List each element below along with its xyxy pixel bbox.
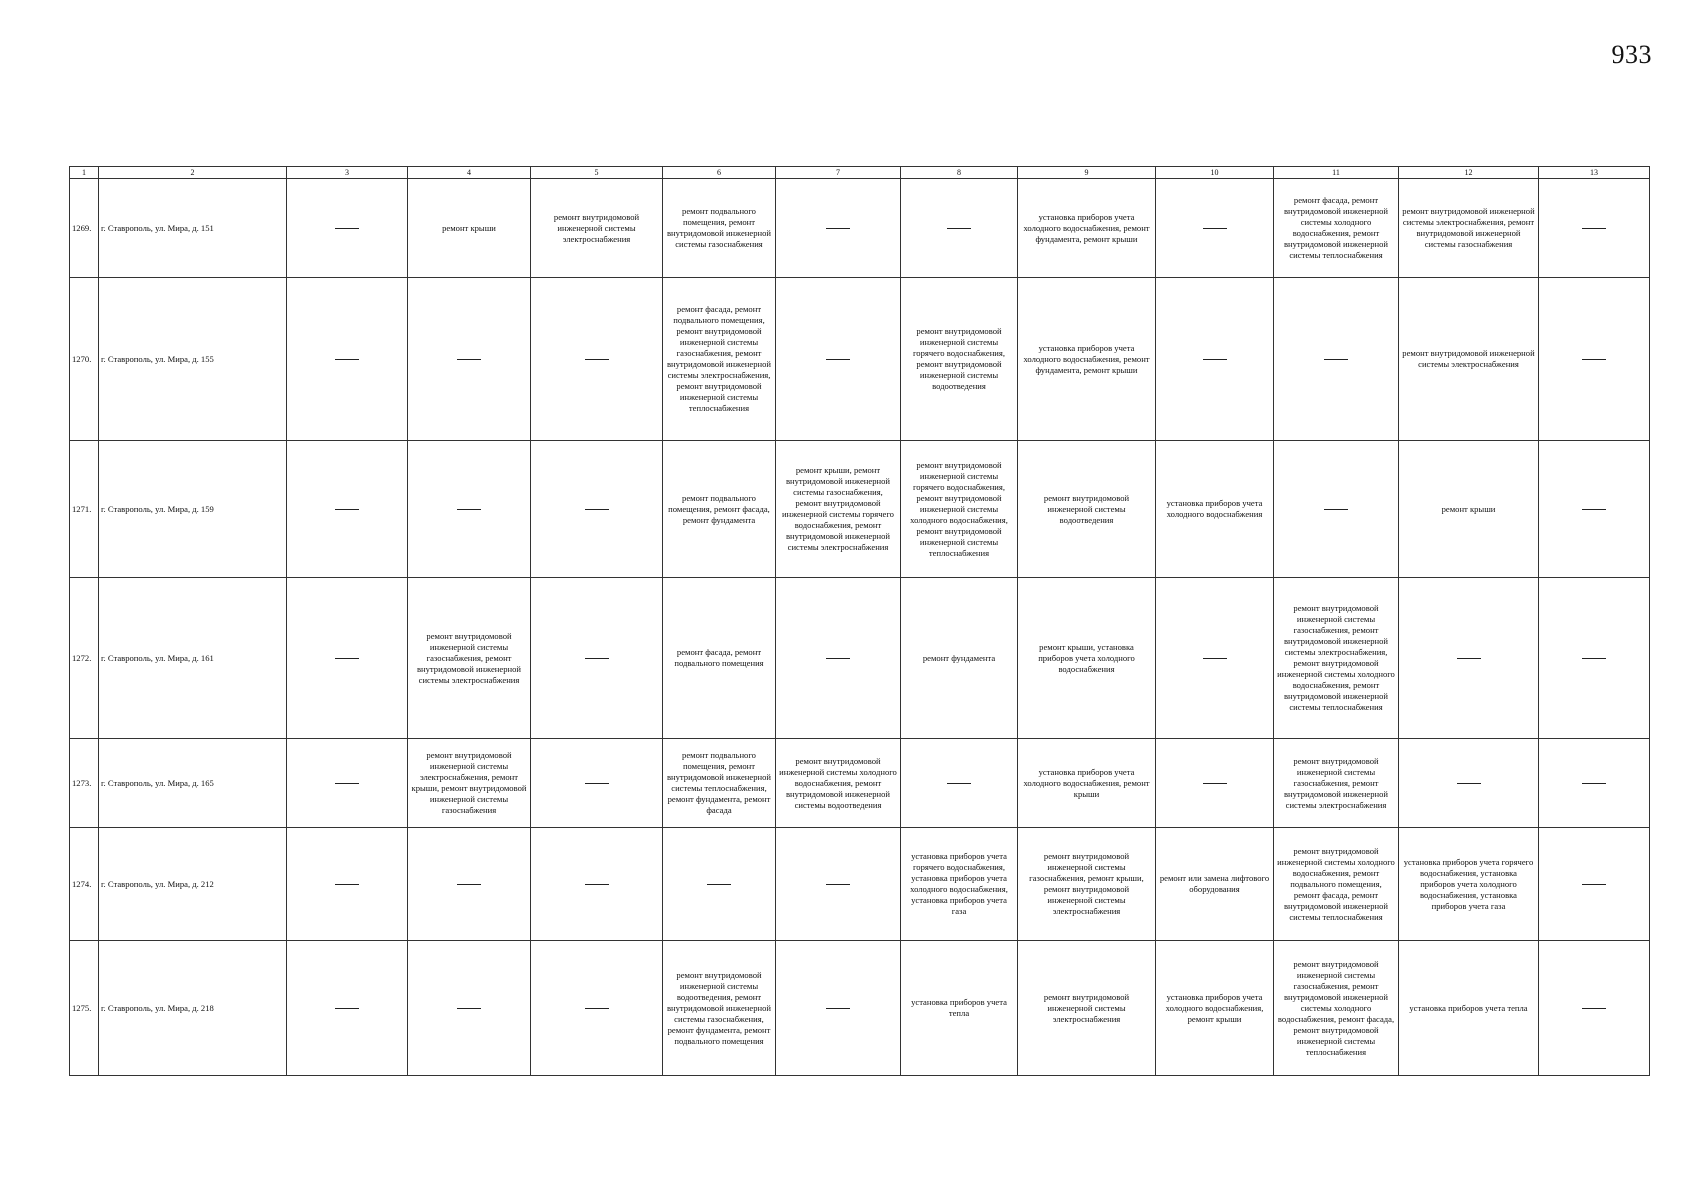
work-cell (1539, 441, 1650, 578)
header-cell: 4 (408, 167, 531, 179)
work-cell: ремонт крыши, ремонт внутридомовой инженерной системы газоснабжения, ремонт внутридомовой инженерной системы горячего водоснабжения, ремонт внутридомовой инженерной системы электроснабжения (776, 441, 901, 578)
empty-dash (947, 783, 971, 784)
work-cell (408, 941, 531, 1076)
work-cell: ремонт внутридомовой инженерной системы электроснабжения (1018, 941, 1156, 1076)
empty-dash (457, 509, 481, 510)
work-cell (663, 828, 776, 941)
row-number: 1270. (70, 278, 99, 441)
empty-dash (585, 1008, 609, 1009)
table-row (70, 578, 1650, 739)
work-cell: ремонт внутридомовой инженерной системы холодного водоснабжения, ремонт подвального помещения, ремонт фасада, ремонт внутридомовой инженерной системы теплоснабжения (1274, 828, 1399, 941)
work-cell: ремонт фасада, ремонт подвального помещения, ремонт внутридомовой инженерной системы газоснабжения, ремонт внутридомовой инженерной системы электроснабжения, ремонт внутридомовой инженерной системы теплоснабжения (663, 278, 776, 441)
empty-dash (335, 1008, 359, 1009)
work-cell (287, 828, 408, 941)
work-cell (776, 828, 901, 941)
work-cell: ремонт внутридомовой инженерной системы электроснабжения (1399, 278, 1539, 441)
work-cell (287, 941, 408, 1076)
address-cell: г. Ставрополь, ул. Мира, д. 212 (99, 828, 287, 941)
work-cell (408, 278, 531, 441)
work-cell: установка приборов учета тепла (901, 941, 1018, 1076)
empty-dash (1203, 658, 1227, 659)
work-cell (1156, 578, 1274, 739)
work-cell (776, 179, 901, 278)
empty-dash (826, 1008, 850, 1009)
empty-dash (707, 884, 731, 885)
work-cell: ремонт внутридомовой инженерной системы водоотведения (1018, 441, 1156, 578)
address-cell: г. Ставрополь, ул. Мира, д. 218 (99, 941, 287, 1076)
work-cell (901, 179, 1018, 278)
work-cell (1539, 828, 1650, 941)
work-cell: ремонт внутридомовой инженерной системы электроснабжения, ремонт внутридомовой инженерной системы газоснабжения (1399, 179, 1539, 278)
table-row (70, 828, 1650, 941)
empty-dash (585, 783, 609, 784)
work-cell (287, 278, 408, 441)
table-row (70, 941, 1650, 1076)
header-cell: 2 (99, 167, 287, 179)
work-cell (1156, 278, 1274, 441)
work-cell (1539, 739, 1650, 828)
work-cell: ремонт внутридомовой инженерной системы газоснабжения, ремонт внутридомовой инженерной системы электроснабжения (1274, 739, 1399, 828)
table-row (70, 739, 1650, 828)
address-cell: г. Ставрополь, ул. Мира, д. 159 (99, 441, 287, 578)
work-cell (531, 441, 663, 578)
work-cell (901, 739, 1018, 828)
address-cell: г. Ставрополь, ул. Мира, д. 161 (99, 578, 287, 739)
empty-dash (457, 884, 481, 885)
work-cell: ремонт фасада, ремонт подвального помещения (663, 578, 776, 739)
empty-dash (1203, 228, 1227, 229)
work-cell (776, 278, 901, 441)
empty-dash (1203, 783, 1227, 784)
work-cell: установка приборов учета горячего водоснабжения, установка приборов учета холодного водоснабжения, установка приборов учета газа (1399, 828, 1539, 941)
empty-dash (1582, 359, 1606, 360)
work-cell: ремонт внутридомовой инженерной системы горячего водоснабжения, ремонт внутридомовой инженерной системы холодного водоснабжения, ремонт внутридомовой инженерной системы теплоснабжения (901, 441, 1018, 578)
header-cell: 7 (776, 167, 901, 179)
work-cell: ремонт внутридомовой инженерной системы водоотведения, ремонт внутридомовой инженерной системы газоснабжения, ремонт фундамента, ремонт подвального помещения (663, 941, 776, 1076)
page-number: 933 (1611, 40, 1652, 69)
empty-dash (947, 228, 971, 229)
work-cell (1539, 179, 1650, 278)
row-number: 1274. (70, 828, 99, 941)
work-cell: ремонт подвального помещения, ремонт фасада, ремонт фундамента (663, 441, 776, 578)
address-cell: г. Ставрополь, ул. Мира, д. 165 (99, 739, 287, 828)
empty-dash (585, 658, 609, 659)
work-cell (776, 941, 901, 1076)
work-cell (1156, 739, 1274, 828)
address-cell: г. Ставрополь, ул. Мира, д. 155 (99, 278, 287, 441)
work-cell: установка приборов учета горячего водоснабжения, установка приборов учета холодного водоснабжения, установка приборов учета газа (901, 828, 1018, 941)
work-cell: ремонт внутридомовой инженерной системы газоснабжения, ремонт внутридомовой инженерной системы электроснабжения (408, 578, 531, 739)
work-cell (1539, 578, 1650, 739)
empty-dash (1582, 658, 1606, 659)
work-cell (408, 441, 531, 578)
address-cell: г. Ставрополь, ул. Мира, д. 151 (99, 179, 287, 278)
work-cell (287, 441, 408, 578)
empty-dash (1582, 509, 1606, 510)
work-cell (287, 739, 408, 828)
work-cell: ремонт внутридомовой инженерной системы горячего водоснабжения, ремонт внутридомовой инженерной системы водоотведения (901, 278, 1018, 441)
empty-dash (1324, 359, 1348, 360)
work-cell: ремонт подвального помещения, ремонт внутридомовой инженерной системы газоснабжения (663, 179, 776, 278)
work-cell (1539, 941, 1650, 1076)
header-cell: 5 (531, 167, 663, 179)
repair-schedule-table (69, 166, 1650, 1076)
work-cell (408, 828, 531, 941)
row-number: 1275. (70, 941, 99, 1076)
work-cell (531, 578, 663, 739)
empty-dash (1582, 884, 1606, 885)
work-cell: установка приборов учета тепла (1399, 941, 1539, 1076)
work-cell: ремонт внутридомовой инженерной системы электроснабжения (531, 179, 663, 278)
work-cell: установка приборов учета холодного водоснабжения (1156, 441, 1274, 578)
work-cell: ремонт фундамента (901, 578, 1018, 739)
empty-dash (335, 658, 359, 659)
empty-dash (585, 884, 609, 885)
header-cell: 10 (1156, 167, 1274, 179)
empty-dash (1582, 1008, 1606, 1009)
work-cell (287, 578, 408, 739)
work-cell: ремонт внутридомовой инженерной системы холодного водоснабжения, ремонт внутридомовой инженерной системы водоотведения (776, 739, 901, 828)
empty-dash (335, 509, 359, 510)
work-cell (1274, 278, 1399, 441)
empty-dash (1457, 783, 1481, 784)
empty-dash (826, 228, 850, 229)
work-cell: ремонт внутридомовой инженерной системы газоснабжения, ремонт крыши, ремонт внутридомовой инженерной системы электроснабжения (1018, 828, 1156, 941)
work-cell: ремонт подвального помещения, ремонт внутридомовой инженерной системы теплоснабжения, ремонт фундамента, ремонт фасада (663, 739, 776, 828)
empty-dash (335, 884, 359, 885)
work-cell: ремонт или замена лифтового оборудования (1156, 828, 1274, 941)
row-number: 1273. (70, 739, 99, 828)
work-cell: ремонт крыши (1399, 441, 1539, 578)
header-cell: 6 (663, 167, 776, 179)
work-cell: ремонт крыши, установка приборов учета холодного водоснабжения (1018, 578, 1156, 739)
header-cell: 3 (287, 167, 408, 179)
row-number: 1269. (70, 179, 99, 278)
empty-dash (1582, 228, 1606, 229)
empty-dash (826, 359, 850, 360)
row-number: 1272. (70, 578, 99, 739)
work-cell (1539, 278, 1650, 441)
table-row (70, 179, 1650, 278)
empty-dash (457, 359, 481, 360)
header-cell: 8 (901, 167, 1018, 179)
header-cell: 11 (1274, 167, 1399, 179)
table-row (70, 441, 1650, 578)
work-cell: ремонт внутридомовой инженерной системы газоснабжения, ремонт внутридомовой инженерной системы электроснабжения, ремонт внутридомовой инженерной системы холодного водоснабжения, ремонт внутридомовой инженерной системы теплоснабжения (1274, 578, 1399, 739)
empty-dash (1324, 509, 1348, 510)
work-cell (776, 578, 901, 739)
empty-dash (826, 658, 850, 659)
work-cell: установка приборов учета холодного водоснабжения, ремонт крыши (1156, 941, 1274, 1076)
work-cell (1399, 739, 1539, 828)
empty-dash (826, 884, 850, 885)
work-cell: ремонт фасада, ремонт внутридомовой инженерной системы холодного водоснабжения, ремонт внутридомовой инженерной системы теплоснабжения (1274, 179, 1399, 278)
empty-dash (1582, 783, 1606, 784)
work-cell: установка приборов учета холодного водоснабжения, ремонт крыши (1018, 739, 1156, 828)
empty-dash (335, 228, 359, 229)
work-cell (531, 739, 663, 828)
work-cell: установка приборов учета холодного водоснабжения, ремонт фундамента, ремонт крыши (1018, 278, 1156, 441)
work-cell (287, 179, 408, 278)
work-cell (531, 941, 663, 1076)
work-cell (531, 828, 663, 941)
empty-dash (585, 509, 609, 510)
empty-dash (1457, 658, 1481, 659)
header-cell: 12 (1399, 167, 1539, 179)
work-cell: ремонт крыши (408, 179, 531, 278)
work-cell (1399, 578, 1539, 739)
empty-dash (335, 359, 359, 360)
empty-dash (335, 783, 359, 784)
work-cell: ремонт внутридомовой инженерной системы электроснабжения, ремонт крыши, ремонт внутридомовой инженерной системы газоснабжения (408, 739, 531, 828)
empty-dash (457, 1008, 481, 1009)
header-cell: 1 (70, 167, 99, 179)
work-cell (1156, 179, 1274, 278)
table-row (70, 278, 1650, 441)
work-cell: установка приборов учета холодного водоснабжения, ремонт фундамента, ремонт крыши (1018, 179, 1156, 278)
header-cell: 13 (1539, 167, 1650, 179)
work-cell (1274, 441, 1399, 578)
work-cell: ремонт внутридомовой инженерной системы газоснабжения, ремонт внутридомовой инженерной системы холодного водоснабжения, ремонт фасада, ремонт внутридомовой инженерной системы теплоснабжения (1274, 941, 1399, 1076)
row-number: 1271. (70, 441, 99, 578)
header-cell: 9 (1018, 167, 1156, 179)
empty-dash (585, 359, 609, 360)
column-number-row (70, 167, 1650, 179)
work-cell (531, 278, 663, 441)
empty-dash (1203, 359, 1227, 360)
